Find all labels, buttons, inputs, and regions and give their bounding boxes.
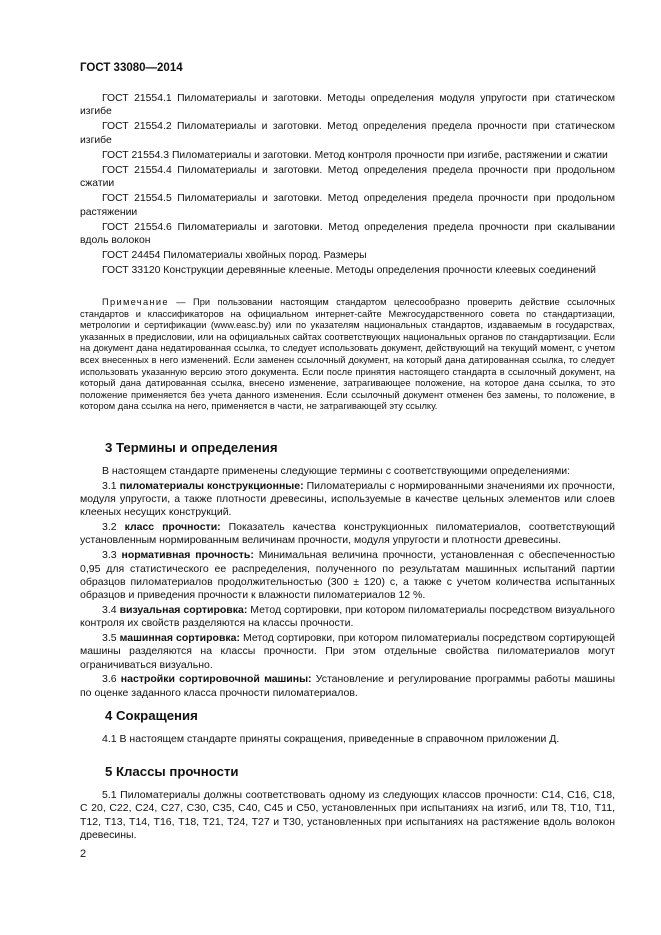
section-4-title: 4 Сокращения (105, 708, 198, 723)
section-5-title: 5 Классы прочности (105, 764, 239, 779)
section-4-text: 4.1 В настоящем стандарте приняты сокращения, приведенные в справочном приложении Д. (102, 733, 560, 745)
reference-item: ГОСТ 21554.5 Пиломатериалы и заготовки. Метод определения предела прочности при продольном растяжении (80, 193, 615, 218)
definition-item (80, 673, 615, 700)
definition-number: 3.3 (102, 549, 122, 562)
definition-item (80, 632, 615, 672)
definition-number: 3.1 (102, 479, 120, 492)
definition-number: 3.5 (102, 632, 120, 645)
definition-text: Метод сортировки, при котором пиломатериалы посредством визуального контроля их свойств разделяются на классы прочности. (80, 603, 615, 630)
reference-item: ГОСТ 21554.4 Пиломатериалы и заготовки. Метод определения предела прочности при продольном сжатии (80, 164, 615, 190)
document-header: ГОСТ 33080—2014 (80, 62, 183, 74)
definition-text: Метод сортировки, при котором пиломатериалы посредством сортирующей машины разделяются на классы прочности. При этом отдельные свойства пиломатериалов могут ограничиваться визуально. (80, 632, 616, 671)
reference-item: ГОСТ 21554.1 Пиломатериалы и заготовки. Методы определения модуля упругости при статическом изгибе (80, 93, 615, 118)
definition-term: пиломатериалы конструкционные: (119, 479, 304, 492)
definition-term: машинная сортировка: (119, 632, 241, 645)
definition-item (80, 604, 615, 631)
definition-term: класс прочности: (124, 521, 221, 534)
definition-item (80, 549, 615, 602)
section-3-title: 3 Термины и определения (105, 440, 278, 455)
definition-text: Показатель качества конструкционных пиломатериалов, соответствующий установленным нормированным величинам прочности, модуля упругости и плотности древесины. (80, 521, 616, 547)
definition-number: 3.6 (102, 673, 121, 686)
note-label: Примечание (102, 297, 169, 307)
section-3-intro: В настоящем стандарте применены следующие термины с соответствующими определениями: (102, 465, 571, 477)
definition-number: 3.4 (102, 603, 120, 616)
section-5-text: 5.1 Пиломатериалы должны соответствовать одному из следующих классов прочности: С14, С16, С18, С 20, С22, С24, С27, С30, С35, С40, С45 и С50, установленных при испытаниях на изгиб, или Т8, Т10, Т11, Т12, Т13, Т14, Т16, Т18, Т21, Т24, Т27 и Т30, установленных при испытаниях на растяжение вдоль волокон древесины. (80, 789, 615, 841)
definition-item (80, 521, 615, 548)
reference-item: ГОСТ 21554.3 Пиломатериалы и заготовки. Метод контроля прочности при изгибе, растяжении и сжатии (102, 149, 608, 161)
section-3-body (80, 465, 615, 702)
definition-number: 3.2 (102, 521, 125, 534)
definition-term: визуальная сортировка: (119, 603, 248, 616)
definition-text: Установление и регулирование программы работы машины по оценке заданного класса прочности пиломатериалов. (80, 673, 616, 699)
note-paragraph (80, 297, 615, 413)
reference-item: ГОСТ 21554.2 Пиломатериалы и заготовки. Метод определения предела прочности при статическом изгибе (80, 121, 615, 146)
reference-item: ГОСТ 24454 Пиломатериалы хвойных пород. Размеры (102, 250, 367, 262)
definition-item (80, 480, 615, 520)
section-5-body (80, 789, 615, 844)
definition-term: настройки сортировочной машины: (120, 673, 312, 686)
definition-term: нормативная прочность: (121, 549, 254, 562)
note-text: — При пользовании настоящим стандартом целесообразно проверить действие ссылочных стандартов и классификаторов на официальном интернет-сайте Межгосударственного совета по стандартизации, метрологии и сертификации (www.easc.by) или по указателям национальных стандартов, издаваемым в государствах, указанных в предисловии, или на официальных сайтах соответствующих национальных органов по стандартизации. Если на документ дана недатированная ссылка, то следует использовать документ, действующий на текущий момент, с учетом всех внесенных в него изменений. Если заменен ссылочный документ, на который дана датированная ссылка, то следует использовать указанную версию этого документа. Если после принятия настоящего стандарта в ссылочный документ, на который дана датированная ссылка, внесено изменение, затрагивающее положение, на которое дана ссылка, то это положение применяется без учета данного изменения. Если ссылочный документ отменен без замены, то положение, в котором дана ссылка на него, применяется в части, не затрагивающей эту ссылку. (80, 297, 615, 412)
reference-item: ГОСТ 33120 Конструкции деревянные клееные. Методы определения прочности клеевых соединений (102, 265, 596, 277)
reference-list (80, 92, 615, 279)
page-number: 2 (80, 848, 87, 860)
section-4-body (80, 733, 615, 748)
reference-item: ГОСТ 21554.6 Пиломатериалы и заготовки. Метод определения предела прочности при скалывании вдоль волокон (80, 221, 615, 247)
definition-text: Пиломатериалы с нормированными значениями их прочности, модуля упругости, а также плотности древесины, используемые в качестве цельных элементов или слоев клееных несущих конструкций. (80, 479, 615, 519)
definition-text: Минимальная величина прочности, установленная с обеспеченностью 0,95 для статистического ее распределения, полученного по результатам машинных испытаний партии образцов пиломатериалов продолжительностью (300 ± 120) с, а также с учетом количества испытанных образцов и приведения прочности к влажности пиломатериалов 12 %. (80, 549, 615, 602)
